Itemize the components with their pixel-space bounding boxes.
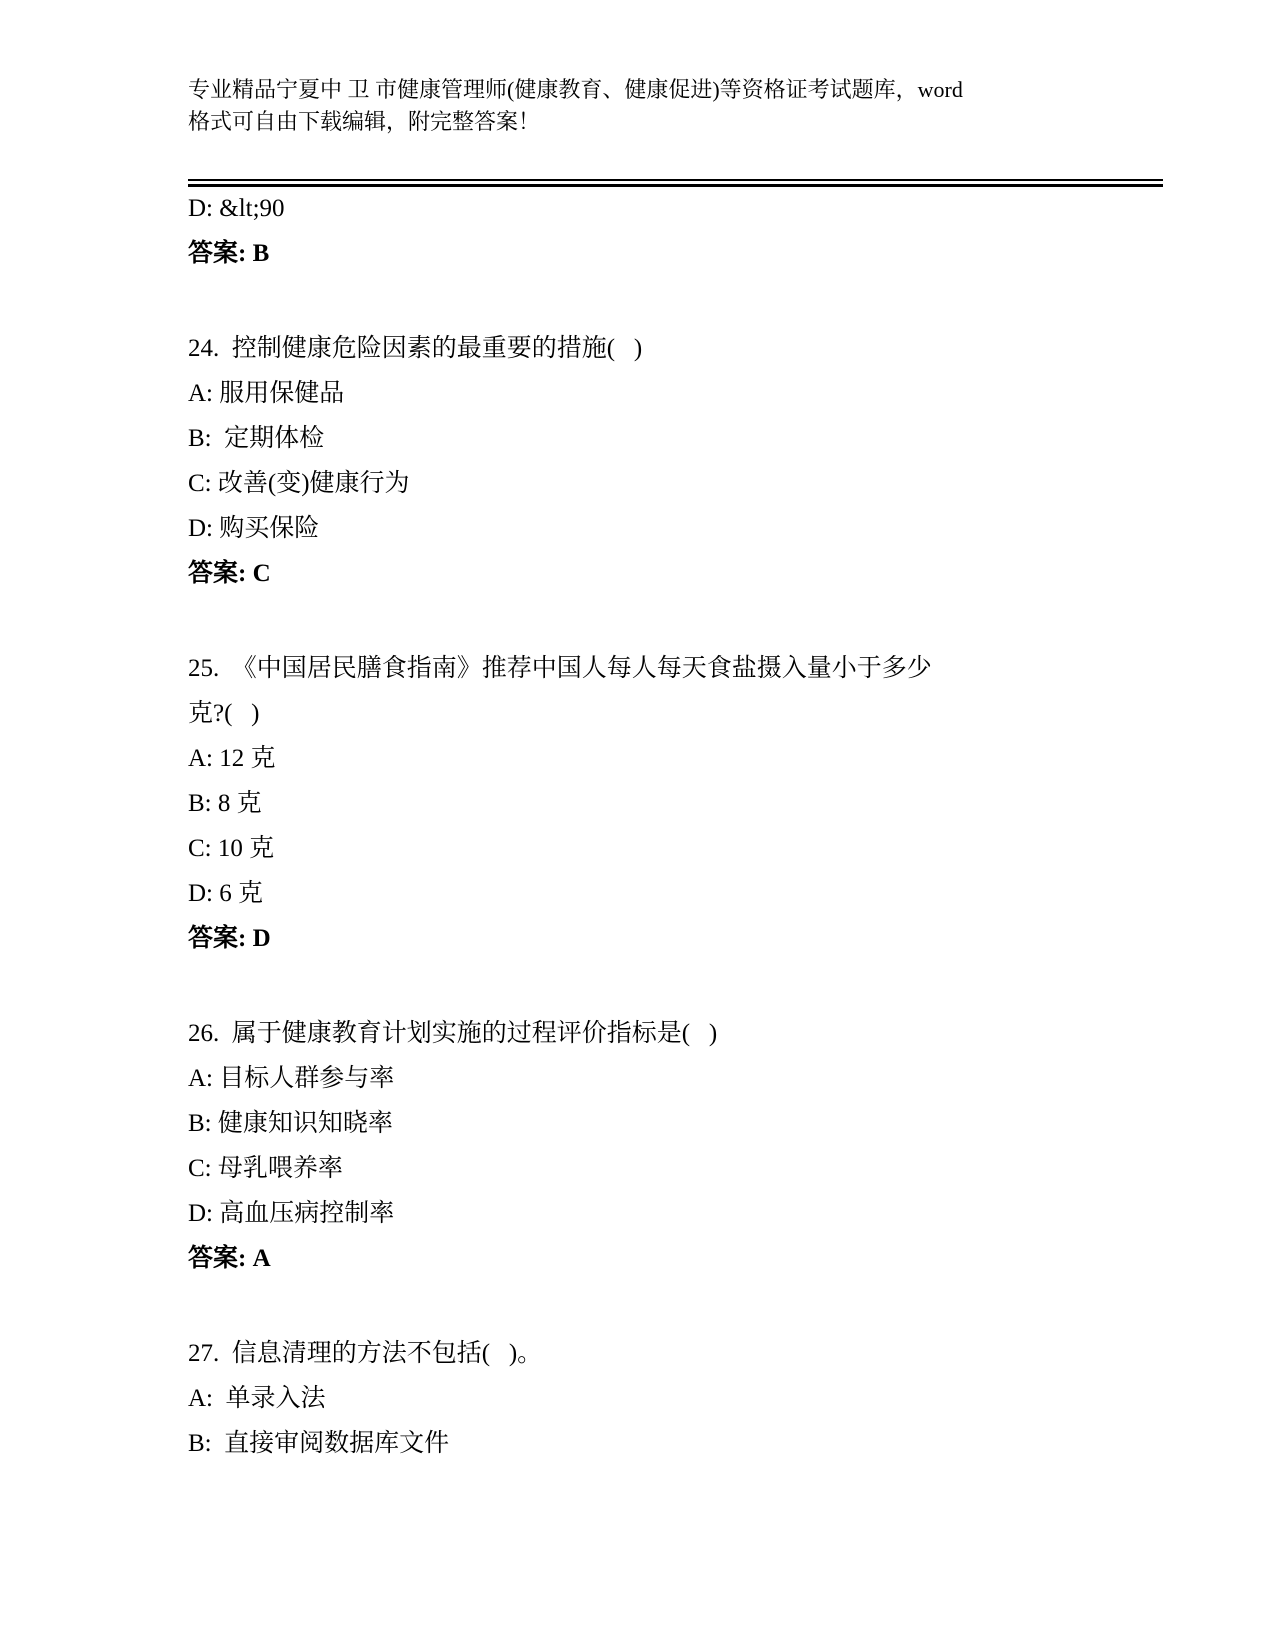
answer-line: 答案: C: [188, 560, 271, 587]
question-line: 26. 属于健康教育计划实施的过程评价指标是( ): [188, 1020, 718, 1047]
option-line: B: 直接审阅数据库文件: [188, 1430, 450, 1457]
option-line: C: 改善(变)健康行为: [188, 470, 410, 497]
header-line-2: 格式可自由下载编辑，附完整答案！: [188, 109, 541, 134]
option-line: A: 服用保健品: [188, 380, 345, 407]
answer-line: 答案: A: [188, 1245, 271, 1272]
page-header: [188, 74, 1118, 138]
question-line: 24. 控制健康危险因素的最重要的措施( ): [188, 335, 643, 362]
question-line: 27. 信息清理的方法不包括( )。: [188, 1340, 543, 1367]
option-line: B: 健康知识知晓率: [188, 1110, 393, 1137]
question-line: 克?( ): [188, 700, 260, 727]
option-line: A: 12 克: [188, 745, 276, 772]
option-line: A: 单录入法: [188, 1385, 326, 1412]
document-body: [188, 186, 1123, 1516]
question-23-tail: [188, 186, 1123, 276]
option-line: D: 高血压病控制率: [188, 1200, 395, 1227]
question-27: [188, 1331, 1123, 1466]
option-line: A: 目标人群参与率: [188, 1065, 395, 1092]
option-line: B: 定期体检: [188, 425, 325, 452]
option-line: C: 10 克: [188, 835, 275, 862]
option-line: D: &lt;90: [188, 195, 285, 222]
question-25: [188, 646, 1123, 961]
answer-line: 答案: D: [188, 925, 271, 952]
option-line: B: 8 克: [188, 790, 262, 817]
question-line: 25. 《中国居民膳食指南》推荐中国人每人每天食盐摄入量小于多少: [188, 655, 932, 682]
question-26: [188, 1011, 1123, 1281]
question-24: [188, 326, 1123, 596]
option-line: D: 购买保险: [188, 515, 320, 542]
answer-line: 答案: B: [188, 240, 270, 267]
option-line: D: 6 克: [188, 880, 264, 907]
header-line-1: 专业精品宁夏中 卫 市健康管理师(健康教育、健康促进)等资格证考试题库，word: [188, 77, 963, 102]
option-line: C: 母乳喂养率: [188, 1155, 343, 1182]
